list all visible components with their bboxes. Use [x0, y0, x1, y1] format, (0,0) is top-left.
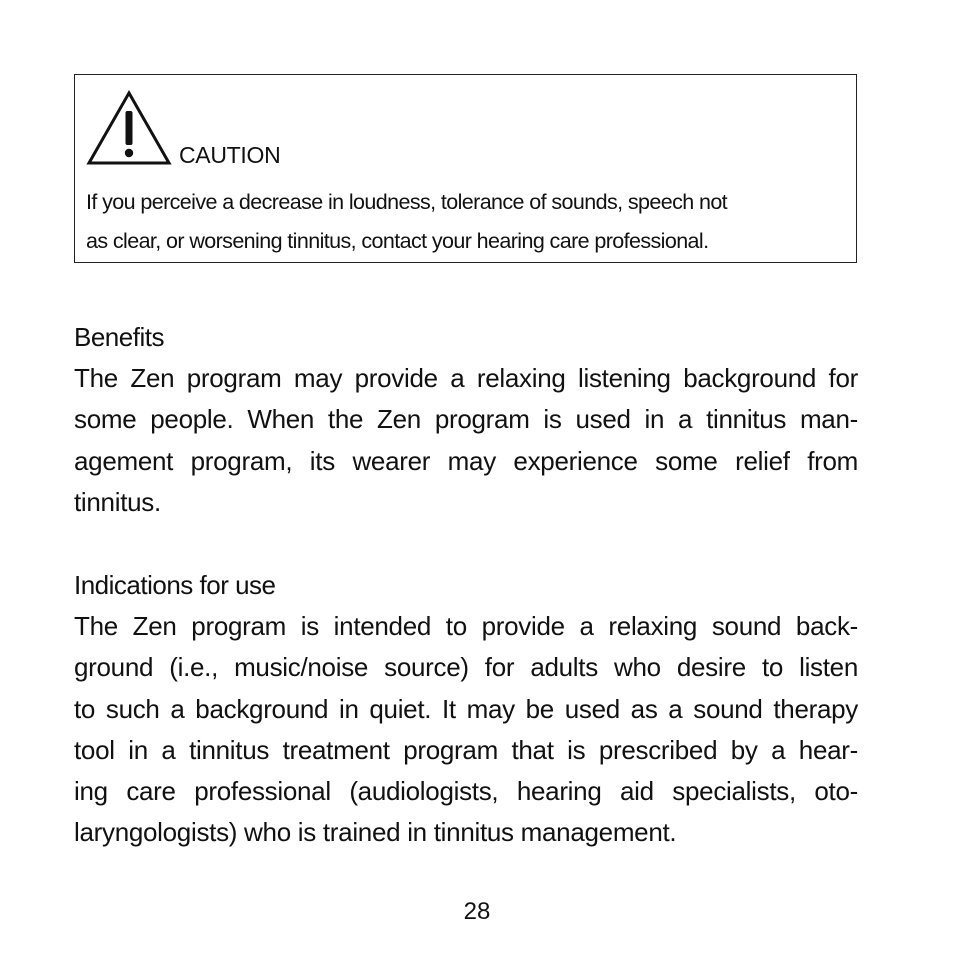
indications-line: ing care professional (audiologists, hearing aid specialists, oto-: [74, 776, 858, 807]
indications-line: The Zen program is intended to provide a relaxing sound back-: [74, 611, 858, 641]
benefits-line: some people. When the Zen program is used in a tinnitus man-: [74, 404, 858, 435]
page-number: 28: [463, 898, 491, 925]
benefits-line: agement program, its wearer may experience some relief from: [74, 445, 858, 476]
benefits-heading: Benefits: [74, 322, 164, 352]
indications-line: ground (i.e., music/noise source) for adults who desire to listen: [74, 652, 858, 683]
indications-line: tool in a tinnitus treatment program that is prescribed by a hear-: [74, 734, 858, 765]
caution-label: CAUTION: [179, 142, 281, 168]
caution-text: [86, 183, 851, 261]
indications-line: to such a background in quiet. It may be used as a sound therapy: [74, 693, 858, 724]
caution-box: [74, 74, 857, 263]
indications-section: [74, 564, 858, 854]
benefits-line: tinnitus.: [74, 486, 161, 517]
indications-heading: Indications for use: [74, 570, 276, 600]
indications-line: laryngologists) who is trained in tinnitus management.: [74, 817, 677, 848]
warning-triangle-icon: [86, 90, 172, 166]
caution-text-line: If you perceive a decrease in loudness, tolerance of sounds, speech not: [86, 190, 728, 214]
benefits-line: The Zen program may provide a relaxing listening background for: [74, 363, 858, 393]
benefits-section: [74, 316, 858, 523]
caution-text-line: as clear, or worsening tinnitus, contact your hearing care professional.: [86, 229, 709, 253]
